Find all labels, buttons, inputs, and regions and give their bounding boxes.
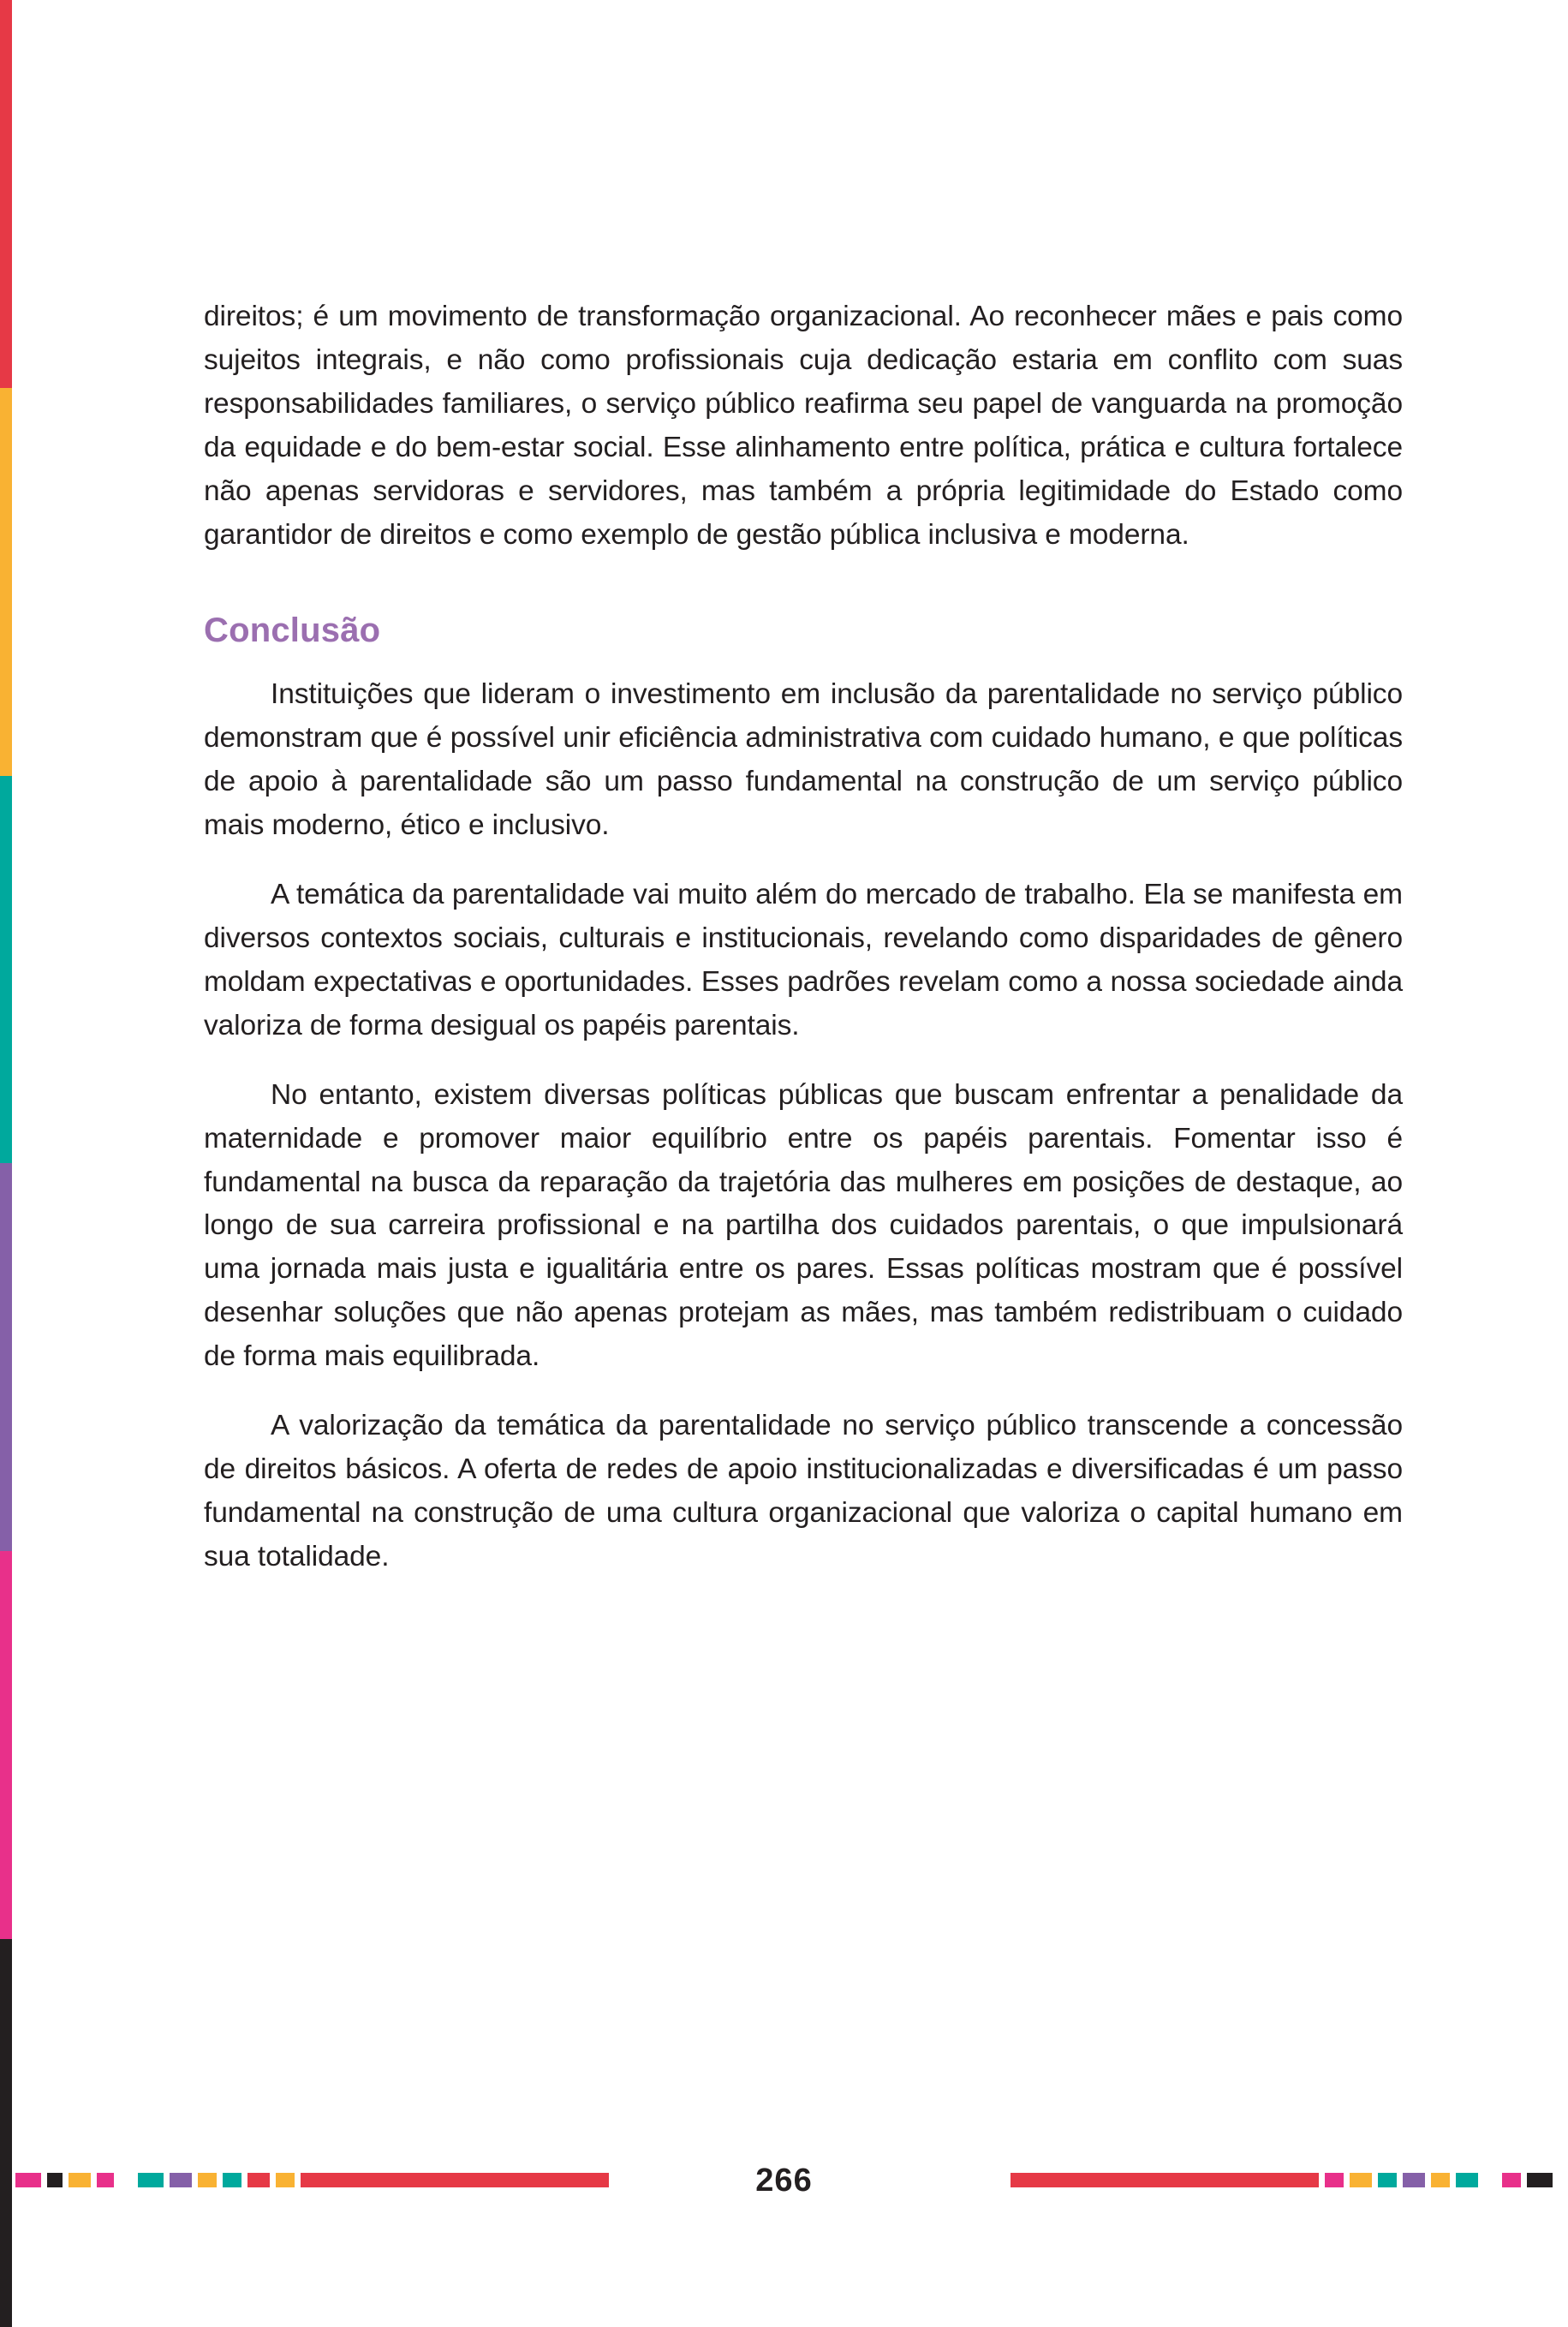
paragraph-continuation: direitos; é um movimento de transformação organizacional. Ao reconhecer mães e pais como sujeitos integrais, e não como profissionais cuja dedicação estaria em conflito com suas responsabilidades familiares, o serviço público reafirma seu papel de vanguarda na promoção da equidade e do bem-estar social. Esse alinhamento entre política, prática e cultura fortalece não apenas servidoras e servidores, mas também a própria legitimidade do Estado como garantidor de direitos e como exemplo de gestão pública inclusiva e moderna.: [204, 301, 1403, 551]
paragraph-2: A temática da parentalidade vai muito além do mercado de trabalho. Ela se manifesta em diversos contextos sociais, culturais e institucionais, revelando como disparidades de gênero moldam expectativas e oportunidades. Esses padrões revelam como a nossa sociedade ainda valoriza de forma desigual os papéis parentais.: [204, 879, 1403, 1041]
page-footer: [0, 2163, 1568, 2198]
edge-color-segment: [0, 1939, 12, 2327]
edge-color-segment: [0, 1163, 12, 1551]
edge-color-segment: [0, 388, 12, 776]
paragraph-3: No entanto, existem diversas políticas públicas que buscam enfrentar a penalidade da maternidade e promover maior equilíbrio entre os papéis parentais. Fomentar isso é fundamental na busca da reparação da trajetória das mulheres em posições de destaque, ao longo de sua carreira profissional e na partilha dos cuidados parentais, o que impulsionará uma jornada mais justa e igualitária entre os pares. Essas políticas mostram que é possível desenhar soluções que não apenas protejam as mães, mas também redistribuam o cuidado de forma mais equilibrada.: [204, 1078, 1403, 1373]
section-heading-conclusao: Conclusão: [204, 612, 381, 650]
paragraph-1: Instituições que lideram o investimento em inclusão da parentalidade no serviço público demonstram que é possível unir eficiência administrativa com cuidado humano, e que políticas de apoio à parentalidade são um passo fundamental na construção de um serviço público mais moderno, ético e inclusivo.: [204, 678, 1403, 842]
edge-color-segment: [0, 0, 12, 388]
page-number: 266: [755, 2163, 813, 2199]
page-content: [204, 295, 1403, 1579]
edge-color-bar: [0, 0, 12, 2327]
paragraph-4: A valorização da temática da parentalidade no serviço público transcende a concessão de direitos básicos. A oferta de redes de apoio institucionalizadas e diversificadas é um passo fundamental na construção de uma cultura organizacional que valoriza o capital humano em sua totalidade.: [204, 1410, 1403, 1572]
edge-color-segment: [0, 1551, 12, 1939]
edge-color-segment: [0, 776, 12, 1164]
